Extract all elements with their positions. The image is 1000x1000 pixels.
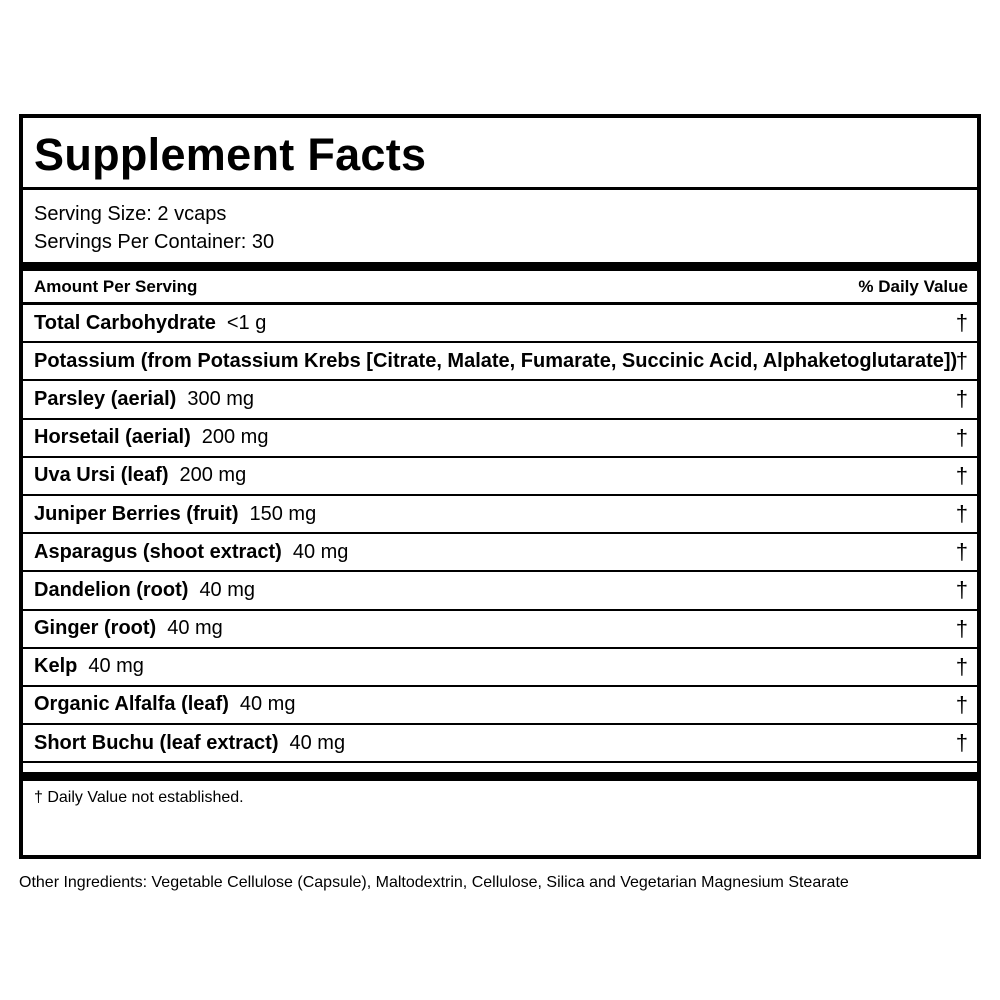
- daily-value-mark: †: [955, 386, 968, 412]
- ingredient-row: [23, 611, 977, 649]
- ingredient-name: Asparagus (shoot extract): [34, 540, 282, 563]
- daily-value-mark: †: [955, 310, 968, 336]
- daily-value-mark: †: [955, 462, 968, 488]
- daily-value-mark: †: [955, 691, 968, 717]
- ingredient-row: [23, 458, 977, 496]
- ingredient-row: [23, 725, 977, 763]
- serving-size: Serving Size: 2 vcaps: [34, 203, 227, 225]
- ingredient-amount: 40 mg: [239, 693, 296, 716]
- ingredient-amount: 200 mg: [179, 464, 247, 487]
- daily-value-mark: †: [955, 539, 968, 565]
- panel-title: Supplement Facts: [23, 118, 977, 190]
- thick-divider: [23, 262, 977, 271]
- daily-value-mark: †: [955, 424, 968, 450]
- ingredient-amount: 40 mg: [167, 617, 223, 640]
- ingredient-row: [23, 572, 977, 610]
- ingredient-name: Parsley (aerial): [34, 387, 177, 410]
- amount-per-serving-header: Amount Per Serving: [34, 276, 198, 296]
- column-header: [23, 271, 977, 305]
- ingredient-name: Short Buchu (leaf extract): [34, 731, 279, 754]
- ingredient-row: [23, 496, 977, 534]
- ingredient-amount: <1 g: [226, 311, 267, 334]
- daily-value-mark: †: [955, 577, 968, 603]
- other-ingredients: Other Ingredients: Vegetable Cellulose (Capsule), Maltodextrin, Cellulose, Silica and Vegetarian Magnesium Stearate: [19, 874, 849, 891]
- ingredient-row: [23, 534, 977, 572]
- ingredient-row: [23, 305, 977, 343]
- ingredient-name: Potassium (from Potassium Krebs [Citrate, Malate, Fumarate, Succinic Acid, Alphaketoglutarate]): [34, 349, 958, 372]
- ingredient-row: [23, 420, 977, 458]
- ingredient-amount: 200 mg: [201, 426, 269, 449]
- ingredient-name: Dandelion (root): [34, 578, 189, 601]
- ingredient-row: [23, 687, 977, 725]
- supplement-facts-panel: [19, 114, 981, 859]
- ingredient-rows: [23, 305, 977, 772]
- daily-value-header: % Daily Value: [858, 276, 968, 296]
- spacer: [23, 763, 977, 772]
- ingredient-amount: 150 mg: [249, 502, 317, 525]
- ingredient-row: [23, 649, 977, 687]
- daily-value-mark: †: [955, 348, 968, 374]
- ingredient-name: Juniper Berries (fruit): [34, 502, 239, 525]
- ingredient-row: [23, 343, 977, 381]
- servings-per-container: Servings Per Container: 30: [34, 231, 275, 253]
- ingredient-name: Total Carbohydrate: [34, 311, 216, 334]
- ingredient-name: Ginger (root): [34, 617, 157, 640]
- ingredient-amount: 40 mg: [289, 731, 346, 754]
- daily-value-mark: †: [955, 653, 968, 679]
- ingredient-name: Organic Alfalfa (leaf): [34, 693, 229, 716]
- footnote: † Daily Value not established.: [23, 772, 977, 807]
- ingredient-name: Horsetail (aerial): [34, 426, 191, 449]
- ingredient-amount: 40 mg: [199, 578, 256, 601]
- ingredient-amount: 40 mg: [88, 655, 144, 678]
- daily-value-mark: †: [955, 615, 968, 641]
- serving-info: [23, 190, 977, 262]
- ingredient-amount: 300 mg: [187, 387, 255, 410]
- daily-value-mark: †: [955, 730, 968, 756]
- daily-value-mark: †: [955, 501, 968, 527]
- ingredient-amount: 40 mg: [292, 540, 349, 563]
- ingredient-row: [23, 381, 977, 419]
- ingredient-name: Uva Ursi (leaf): [34, 464, 169, 487]
- ingredient-name: Kelp: [34, 655, 78, 678]
